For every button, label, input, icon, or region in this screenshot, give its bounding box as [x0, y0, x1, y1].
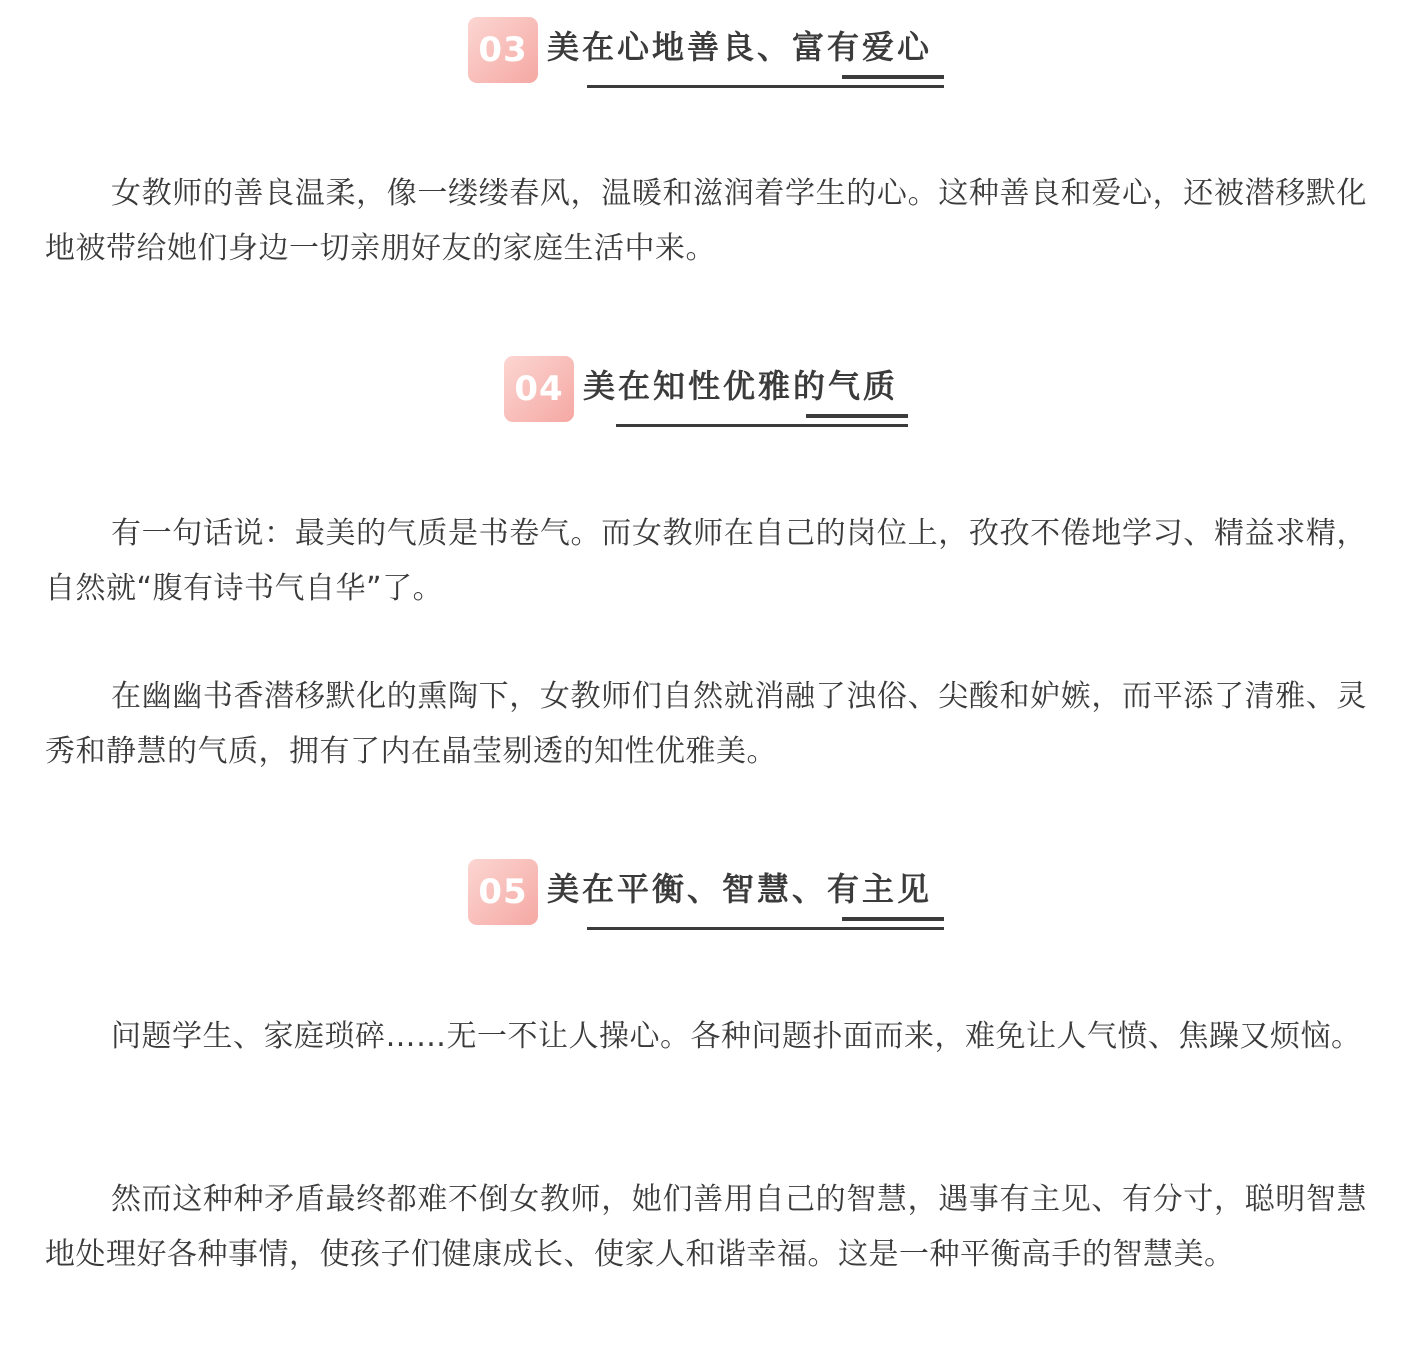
- title-underline: [587, 85, 944, 88]
- paragraph: 在幽幽书香潜移默化的熏陶下，女教师们自然就消融了浊俗、尖酸和妒嫉，而平添了清雅、灵秀和静慧的气质，拥有了内在晶莹剔透的知性优雅美。: [45, 679, 1367, 769]
- section-05-header: [0, 859, 1419, 939]
- section-number-badge: 05: [468, 859, 538, 925]
- title-underline: [587, 927, 944, 930]
- title-underline: [616, 424, 908, 427]
- title-underline-accent: [842, 75, 944, 79]
- section-number-badge: 04: [504, 356, 574, 422]
- paragraph: 有一句话说：最美的气质是书卷气。而女教师在自己的岗位上，孜孜不倦地学习、精益求精，自然就“腹有诗书气自华”了。: [45, 516, 1367, 606]
- paragraph: 然而这种种矛盾最终都难不倒女教师，她们善用自己的智慧，遇事有主见、有分寸，聪明智慧地处理好各种事情，使孩子们健康成长、使家人和谐幸福。这是一种平衡高手的智慧美。: [45, 1182, 1367, 1272]
- section-03-header: [0, 17, 1419, 97]
- section-title: 美在平衡、智慧、有主见: [547, 870, 933, 908]
- title-underline-accent: [842, 917, 944, 921]
- paragraph: 问题学生、家庭琐碎……无一不让人操心。各种问题扑面而来，难免让人气愤、焦躁又烦恼。: [111, 1019, 1362, 1054]
- section-04-header: [0, 356, 1419, 436]
- section-title: 美在心地善良、富有爱心: [547, 28, 933, 66]
- title-underline-accent: [806, 414, 908, 418]
- paragraph: 女教师的善良温柔，像一缕缕春风，温暖和滋润着学生的心。这种善良和爱心，还被潜移默化地被带给她们身边一切亲朋好友的家庭生活中来。: [45, 176, 1367, 266]
- section-number-badge: 03: [468, 17, 538, 83]
- section-title: 美在知性优雅的气质: [583, 367, 899, 405]
